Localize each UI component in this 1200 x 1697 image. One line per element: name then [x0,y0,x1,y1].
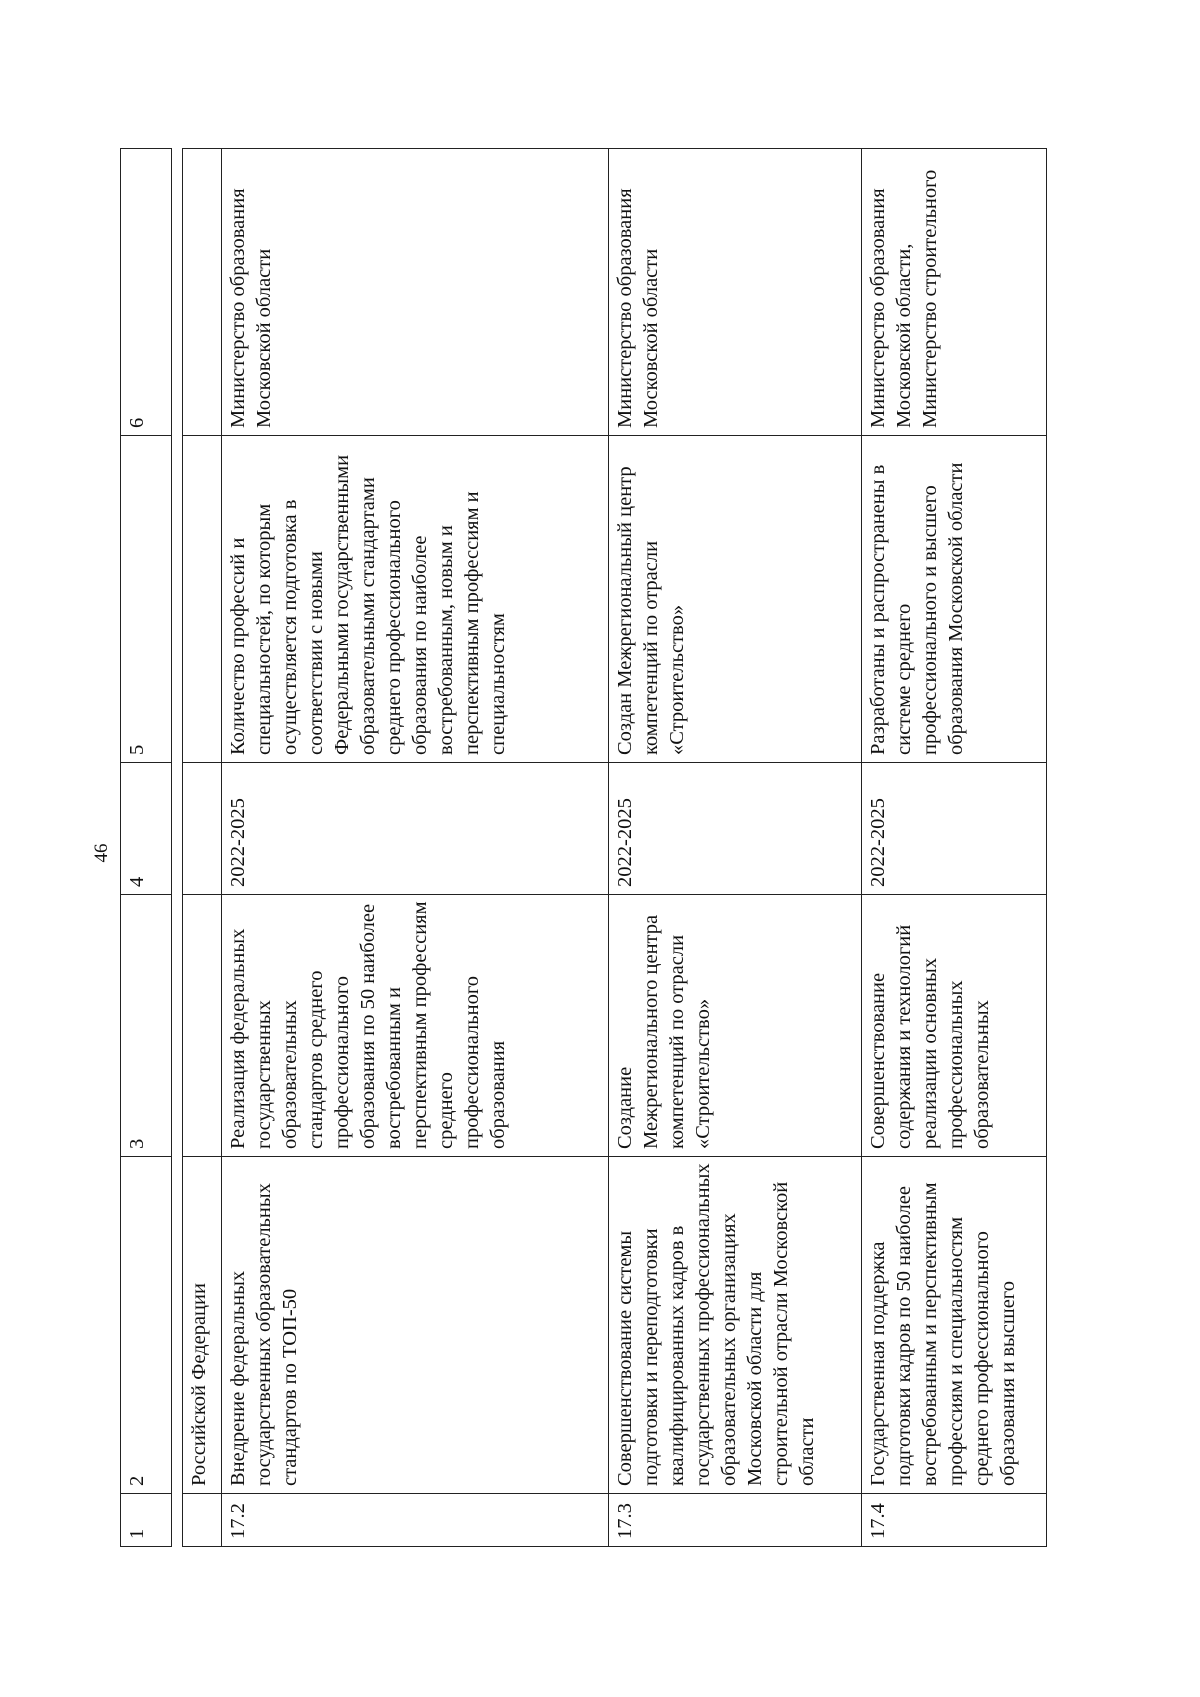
table-row [222,149,609,1547]
double-rule [172,149,183,1547]
measure-name: Внедрение федеральных государственных образовательных стандартов по ТОП-50 [222,1157,609,1494]
column-header: 1 [121,1494,172,1547]
table-row [609,149,862,1547]
measure-name: Совершенствование системы подготовки и переподготовки квалифицированных кадров в государственных профессиональных образовательных организациях Московской области для строительной отрасли Московской области [609,1157,862,1494]
column-header: 4 [121,763,172,895]
column-number-row [121,149,172,1547]
event-text: Реализация федеральных государственных образовательных стандартов среднего профессионального образования по 50 наиболее востребованным и перспективным профессиям среднего профессионального образования [222,895,609,1157]
row-number: 17.3 [609,1494,862,1547]
continuation-row [183,149,222,1547]
column-header: 6 [121,149,172,436]
responsible-text: Министерство образования Московской области [609,149,862,436]
result-text: Количество профессий и специальностей, по которым осуществляется подготовка в соответствии с новыми Федеральными государственными образовательными стандартами среднего профессионального образования по наиболее востребованным, новым и перспективным профессиям и специальностям [222,436,609,763]
event-text: Совершенствование содержания и технологий реализации основных профессиональных образовательных [862,895,1047,1157]
event-text: Создание Межрегионального центра компетенций по отрасли «Строительство» [609,895,862,1157]
result-text: Разработаны и распространены в системе среднего профессионального и высшего образования Московской области [862,436,1047,763]
responsible-text: Министерство образования Московской области, Министерство строительного [862,149,1047,436]
responsible-text: Министерство образования Московской области [222,149,609,436]
period-text: 2022-2025 [222,763,609,895]
continuation-text: Российской Федерации [183,1157,222,1494]
table-row [862,149,1047,1547]
result-text: Создан Межрегиональный центр компетенций по отрасли «Строительство» [609,436,862,763]
row-number: 17.2 [222,1494,609,1547]
period-text: 2022-2025 [609,763,862,895]
period-text: 2022-2025 [862,763,1047,895]
column-header: 2 [121,1157,172,1494]
row-number: 17.4 [862,1494,1047,1547]
page-number: 46 [91,843,112,863]
column-header: 5 [121,436,172,763]
measure-name: Государственная поддержка подготовки кадров по 50 наиболее востребованным и перспективным профессиям и специальностям среднего профессионального образования и высшего [862,1157,1047,1494]
measures-table [120,148,1047,1547]
column-header: 3 [121,895,172,1157]
